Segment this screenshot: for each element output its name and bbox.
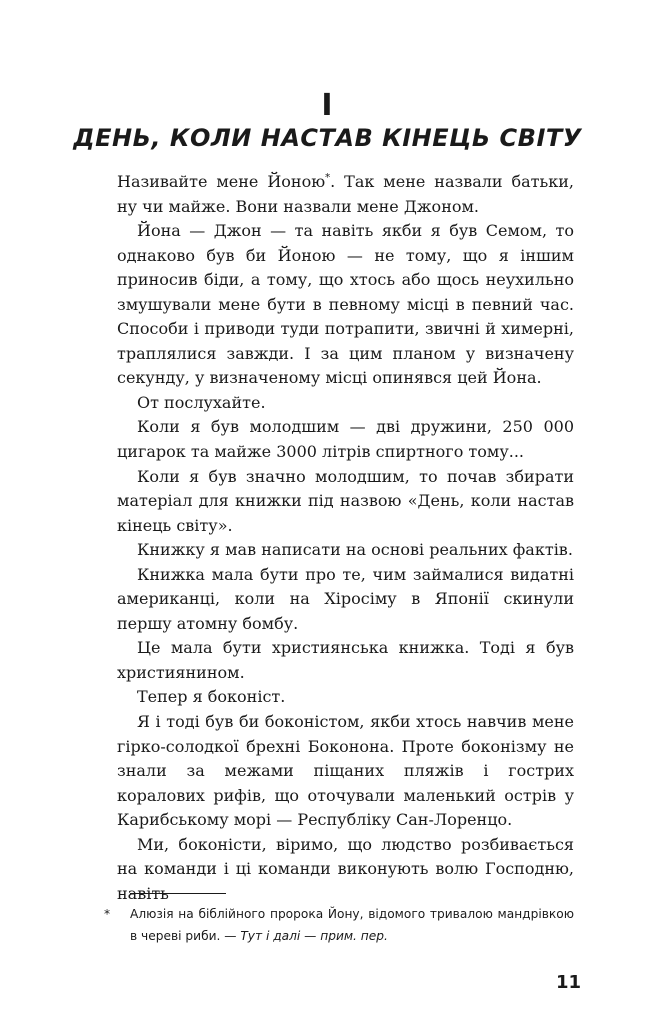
- paragraph-11: Ми, боконісти, віримо, що людство розбивається на команди і ці команди виконують волю Господню, навіть: [117, 834, 574, 903]
- paragraph-1: [117, 170, 574, 219]
- footnote-text: [130, 903, 574, 947]
- paragraph-1-rest: . Так мене назвали батьки, ну чи майже. Вони назвали мене Джоном.: [117, 172, 574, 216]
- paragraph-7: Книжка мала бути про те, чим займалися видатні американці, коли на Хіросіму в Японії скинули першу атомну бомбу.: [117, 564, 574, 633]
- paragraph-10: Я і тоді був би боконістом, якби хтось навчив мене гірко-солодкої брехні Боконона. Проте боконізму не знали за межами піщаних пляжів і гострих коралових рифів, що оточували маленький острів у Карибському морі — Республіку Сан-Лоренцо.: [117, 712, 574, 830]
- page-number: 11: [556, 972, 582, 993]
- footnote-divider: [130, 893, 226, 894]
- paragraph-2: Йона — Джон — та навіть якби я був Семом, то однаково був би Йоною — не тому, що я іншим приносив біди, а тому, що хтось або щось неухильно змушували мене бути в певному місці в певний час. Способи і приводи туди потрапити, звичні й химерні, траплялися завжди. І за цим планом у визначену секунду, у визначеному місці опинявся цей Йона.: [117, 221, 574, 388]
- paragraph-9: Тепер я боконіст.: [137, 687, 286, 707]
- footnote-editor-note: Тут і далі — прим. пер.: [240, 929, 388, 943]
- body-text: [117, 170, 574, 906]
- footnote: [104, 903, 574, 947]
- paragraph-3: От послухайте.: [137, 392, 266, 412]
- paragraph-4: Коли я був молодшим — дві дружини, 250 000 цигарок та майже 3000 літрів спиртного тому...: [117, 417, 574, 462]
- paragraph-6: Книжку я мав написати на основі реальних фактів.: [137, 540, 573, 560]
- paragraph-8: Це мала бути християнська книжка. Тоді я був християнином.: [117, 638, 574, 682]
- paragraph-1-start: Називайте мене Йоною: [117, 172, 326, 191]
- footnote-body: Алюзія на біблійного пророка Йону, відомого тривалою мандрівкою в череві риби. —: [130, 907, 574, 943]
- footnote-star: *: [104, 907, 111, 921]
- chapter-title: ДЕНЬ, КОЛИ НАСТАВ КІНЕЦЬ СВІТУ: [73, 124, 582, 152]
- paragraph-5: Коли я був значно молодшим, то почав збирати матеріал для книжки під назвою «День, коли настав кінець світу».: [117, 466, 574, 535]
- chapter-number: I: [321, 88, 334, 123]
- footnote-marker: *: [325, 172, 331, 184]
